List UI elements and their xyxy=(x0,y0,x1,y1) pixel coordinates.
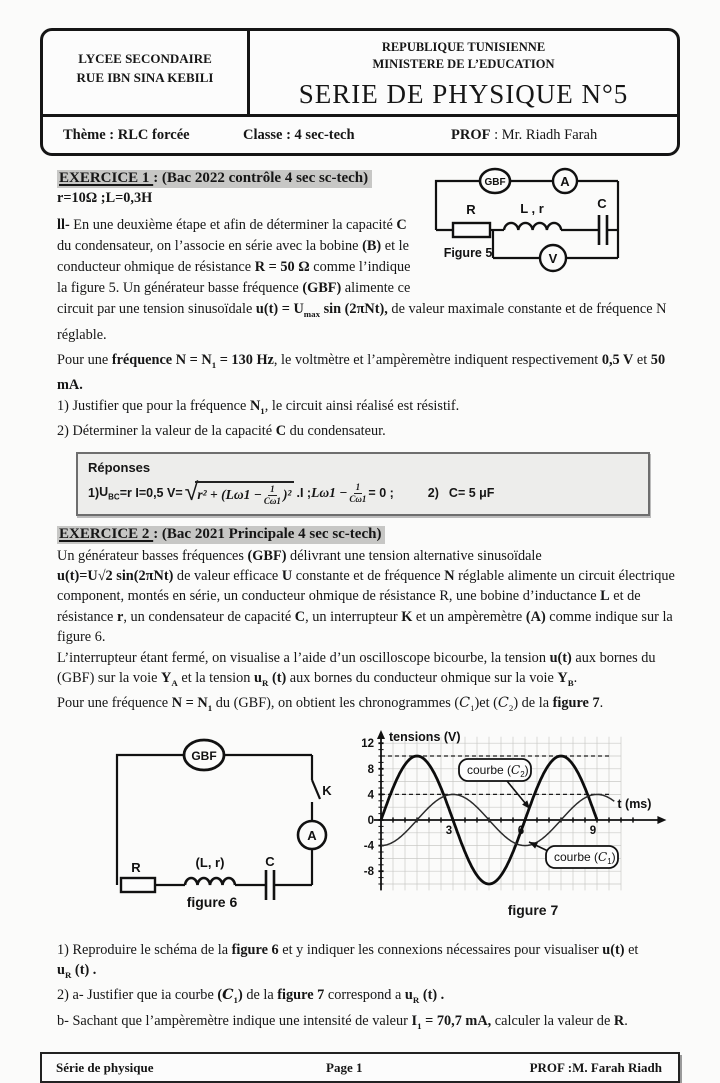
y-tick-label: 8 xyxy=(367,763,374,776)
school-line1: LYCEE SECONDAIRE xyxy=(78,51,212,66)
figure5-caption: Figure 5 xyxy=(443,246,493,260)
exercise1-title: EXERCICE 1 : (Bac 2022 contrôle 4 sec sc-tech) xyxy=(57,170,680,188)
figure5-circuit xyxy=(428,168,680,291)
fraction: $\frac{1}{C\omega 1}$ xyxy=(349,481,367,504)
x-axis-title: t (ms) xyxy=(617,796,652,811)
fraction: $\frac{1}{C\omega 1}$ xyxy=(263,483,281,506)
exercise2-paragraph: Un générateur basses fréquences (GBF) délivrant une tension alternative sinusoïdale u(t)=U√2 sin(2πNt) de valeur efficace U constante et de fréquence N réglable alimente un circuit électrique component, montés en série, un conducteur ohmique de résistance R, une bobine d’inductance L et de résistance r, un condensateur de capacité C, un interrupteur K et un ampèremètre (A) comme indique sur la figure 6. L’interrupteur étant fermé, on visualise a l’aide d’un oscilloscope bicourbe, la tension u(t) aux bornes du (GBF) sur la voie $Y_A$ et la tension $u_R$ (t) aux bornes du conducteur ohmique sur la voie $Y_B$. Pour une fréquence $N = N_1$ du (GBF), on obtient les chronogrammes $(C_1)et$ $(C_2)$ de la figure 7. xyxy=(57,547,675,714)
page-footer xyxy=(40,1052,680,1083)
fig5-coil-label: L , r xyxy=(520,201,544,216)
figure6-caption: figure 6 xyxy=(186,893,238,910)
y-tick-label: 12 xyxy=(361,737,374,750)
fig6-coil-symbol xyxy=(185,878,235,885)
fig5-resistor-label: R xyxy=(466,202,476,217)
figure7-caption: figure 7 xyxy=(507,901,559,918)
fig5-voltmeter-label: V xyxy=(548,251,558,266)
fig6-ammeter-label: A xyxy=(307,827,317,843)
fig5-gbf-label: GBF xyxy=(484,177,506,188)
fig6-switch-symbol xyxy=(312,780,320,799)
footer-prof: PROF :M. Farah Riadh xyxy=(529,1059,662,1075)
answers-formula: 1) $U_{BC}$ =r I=0,5 V= √ r² + (Lω1 − $\frac{1}{C\omega 1}$ )² .I ; Lω1 − $\frac{1}{C\omega 1}$ = 0 ; 2) C= 5 μF xyxy=(88,477,495,506)
exercise1-given: r=10Ω ;L=0,3H xyxy=(57,190,153,206)
fig6-coil-label: (L, r) xyxy=(195,854,225,870)
exercise2-title: EXERCICE 2 : (Bac 2021 Principale 4 sec sc-tech) xyxy=(57,526,680,544)
theme-label: Thème : RLC forcée xyxy=(63,126,190,143)
school-name xyxy=(43,31,250,114)
fig5-coil-symbol xyxy=(504,223,561,230)
exercise1-paragraph: ll- En une deuxième étape et afin de déterminer la capacité C du condensateur, on l’associe en série avec la bobine (B) et le conducteur ohmique de résistance R = 50 Ω comme l’indique la figure 5. Un générateur basse fréquence (GBF) alimente ce circuit par une tension sinusoïdale $u(t) = U_{max}$ sin (2πNt), de valeur maximale constante et de fréquence N réglable. xyxy=(57,217,667,343)
y-tick-label: -8 xyxy=(363,865,374,878)
republic-line: REPUBLIQUE TUNISIENNE xyxy=(381,40,546,54)
callout-label: courbe $(C_1)$ xyxy=(554,849,616,866)
document-header xyxy=(40,28,680,156)
prof-label: PROF : Mr. Riadh Farah xyxy=(451,126,598,143)
figure6-circuit xyxy=(67,725,367,926)
fig6-gbf-label: GBF xyxy=(191,748,217,763)
y-axis-title: tensions (V) xyxy=(389,729,461,744)
footer-series: Série de physique xyxy=(56,1059,154,1075)
fig6-capacitor-label: C xyxy=(265,853,275,869)
fig6-resistor-symbol xyxy=(121,878,155,892)
figure7-chart xyxy=(355,725,711,918)
answers-box xyxy=(76,452,650,516)
x-axis-arrow xyxy=(657,816,666,824)
footer-page-number: Page 1 xyxy=(326,1059,363,1075)
callout-label: courbe $(C_2)$ xyxy=(467,762,529,779)
fig6-resistor-label: R xyxy=(131,859,141,875)
fig5-resistor-symbol xyxy=(453,223,490,237)
y-axis-arrow xyxy=(377,730,385,739)
fig6-switch-label: K xyxy=(322,782,332,798)
y-tick-label: 4 xyxy=(367,788,374,801)
y-tick-label: -4 xyxy=(363,840,374,853)
series-title: SERIE DE PHYSIQUE N°5 xyxy=(298,79,629,109)
fig6-wire xyxy=(117,755,184,885)
class-label: Classe : 4 sec-tech xyxy=(243,126,355,143)
theme-row xyxy=(43,114,677,153)
x-tick-label: 9 xyxy=(589,824,597,837)
ministry-line: MINISTERE DE L’EDUCATION xyxy=(372,57,555,71)
x-tick-label: 6 xyxy=(517,824,525,837)
fig5-capacitor-label: C xyxy=(597,196,607,211)
y-tick-label: 0 xyxy=(367,814,374,827)
answers-title: Réponses xyxy=(88,459,151,475)
sqrt-expression: √ r² + (Lω1 − $\frac{1}{C\omega 1}$ )² xyxy=(185,481,295,506)
fig5-ammeter-label: A xyxy=(560,174,570,189)
exercise2-questions: 1) Reproduire le schéma de la figure 6 et y indiquer les connexions nécessaires pour visualiser u(t) et $u_R$ (t) . 2) a- Justifier que ia courbe $(C_1)$ de la figure 7 correspond a $u_R$ (t) . b- Sachant que l’ampèremètre indique une intensité de valeur $I_1 = 70,7$ mA, calculer la valeur de R. xyxy=(57,941,639,1031)
exercise1-questions: Pour une fréquence $N = N_1 = 130$ Hz, le voltmètre et l’ampèremètre indiquent respectivement 0,5 V et 50 mA. 1) Justifier que pour la fréquence $N_1$, le circuit ainsi réalisé est résistif. 2) Déterminer la valeur de la capacité C du condensateur. xyxy=(57,351,666,440)
school-line2: RUE IBN SINA KEBILI xyxy=(76,70,214,85)
x-tick-label: 3 xyxy=(445,824,453,837)
